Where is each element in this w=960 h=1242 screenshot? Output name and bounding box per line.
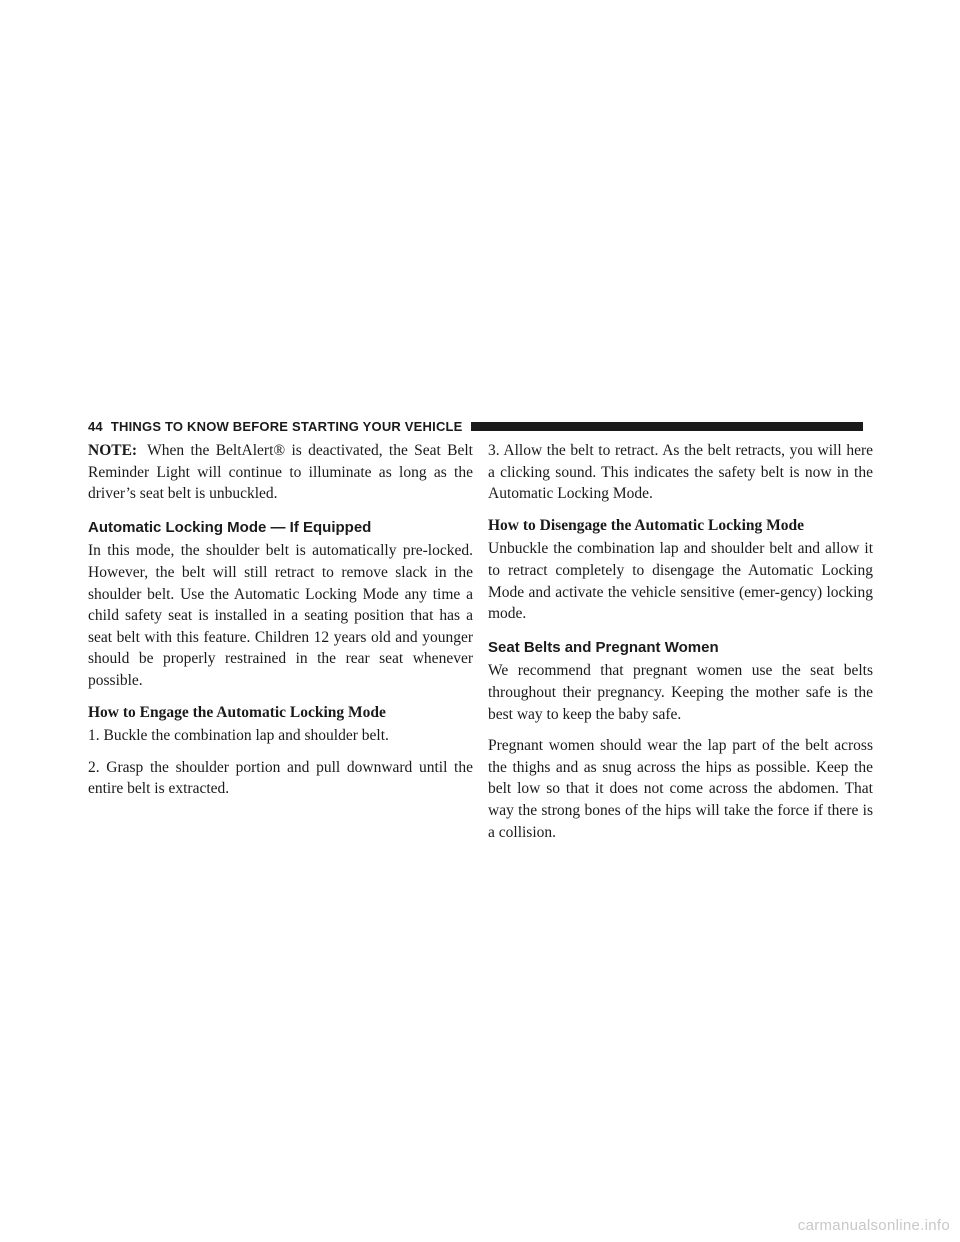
disengage-heading: How to Disengage the Automatic Locking Mode	[488, 516, 805, 534]
right-column	[488, 440, 873, 853]
engage-heading: How to Engage the Automatic Locking Mode	[88, 703, 386, 721]
page-number: 44	[88, 418, 103, 434]
alm-paragraph: In this mode, the shoulder belt is automatically pre-locked. However, the belt will still retract to remove slack in the shoulder belt. Use the Automatic Locking Mode any time a child safety seat is installed in a seating position that has a seat belt with this feature. Children 12 years old and younger should be properly restrained in the rear seat whenever possible.	[88, 542, 473, 689]
note-paragraph	[88, 440, 473, 505]
step-1: 1. Buckle the combination lap and shoulder belt.	[88, 727, 389, 745]
step-3: 3. Allow the belt to retract. As the belt retracts, you will here a clicking sound. This indicates the safety belt is now in the Automatic Locking Mode.	[488, 442, 873, 503]
pregnant-heading: Seat Belts and Pregnant Women	[488, 638, 719, 656]
alm-heading: Automatic Locking Mode — If Equipped	[88, 518, 372, 536]
section-title: THINGS TO KNOW BEFORE STARTING YOUR VEHICLE	[110, 418, 463, 434]
step-2: 2. Grasp the shoulder portion and pull downward until the entire belt is extracted.	[88, 758, 473, 798]
note-label: NOTE:	[88, 442, 138, 459]
pregnant-paragraph-1: We recommend that pregnant women use the seat belts throughout their pregnancy. Keeping the mother safe is the best way to keep the baby safe.	[488, 662, 873, 723]
note-text: When the BeltAlert® is deactivated, the Seat Belt Reminder Light will continue to illuminate as long as the driver’s seat belt is unbuckled.	[88, 442, 473, 503]
page-header	[88, 416, 863, 436]
disengage-paragraph: Unbuckle the combination lap and shoulder belt and allow it to retract completely to disengage the Automatic Locking Mode and activate the vehicle sensitive (emer-gency) locking mode.	[488, 540, 873, 623]
left-column	[88, 440, 473, 810]
header-rule	[471, 422, 863, 431]
watermark-link[interactable]: carmanualsonline.info	[797, 1217, 950, 1234]
pregnant-paragraph-2: Pregnant women should wear the lap part of the belt across the thighs and as snug across the hips as possible. Keep the belt low so that it does not come across the abdomen. That way the strong bones of the hips will take the force if there is a collision.	[488, 737, 873, 841]
